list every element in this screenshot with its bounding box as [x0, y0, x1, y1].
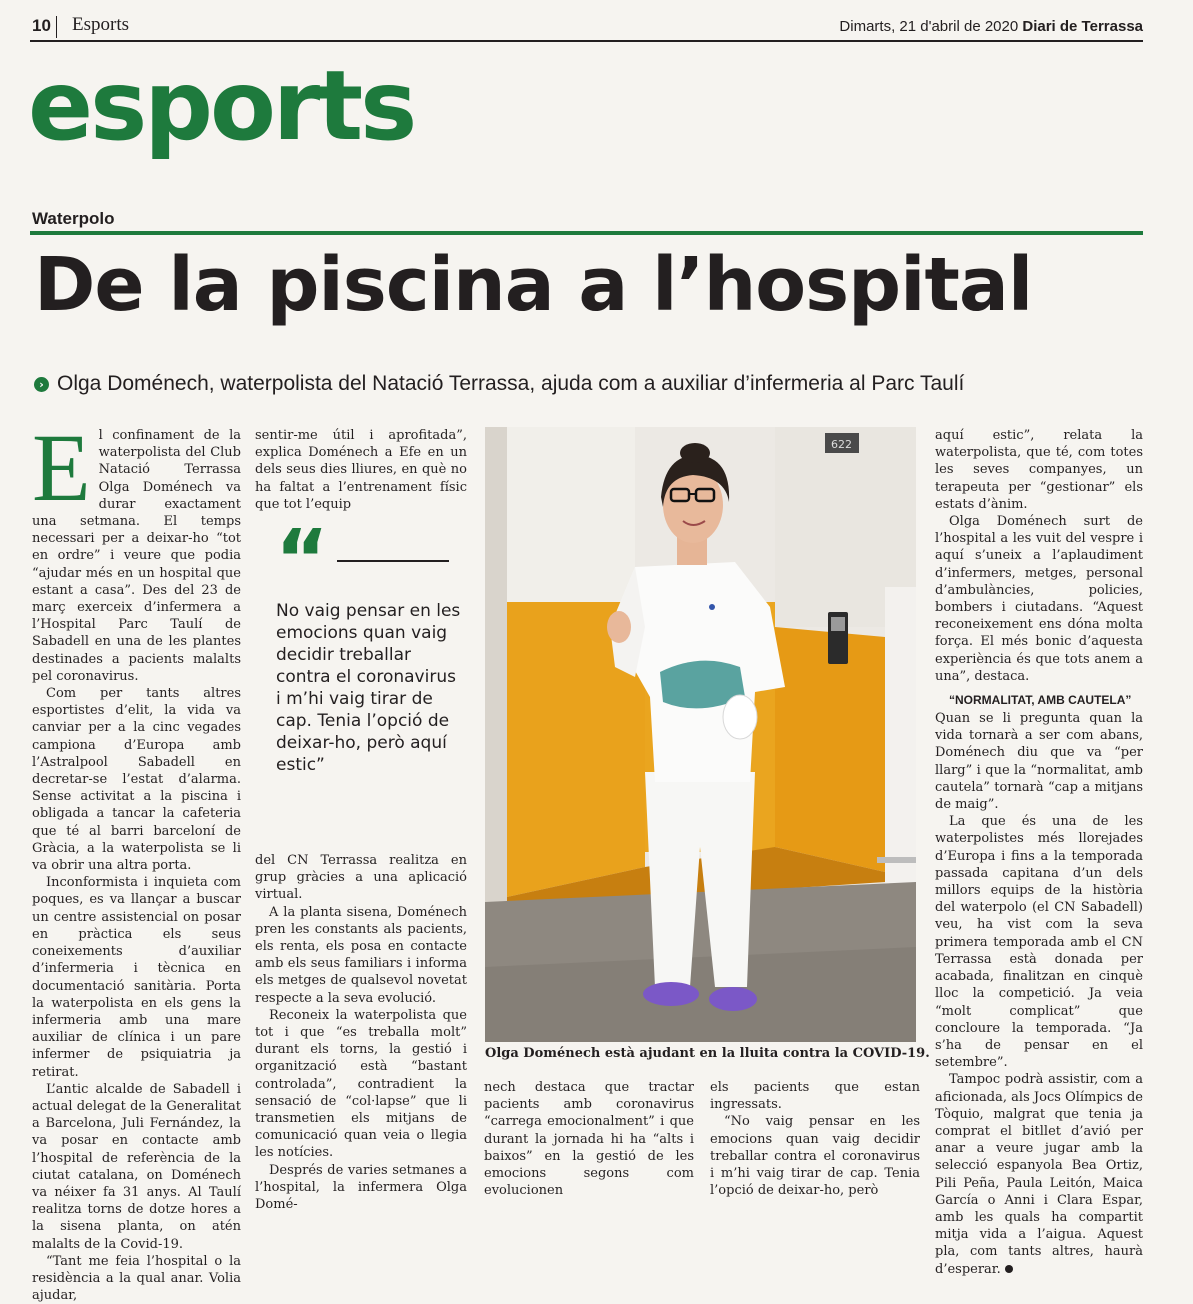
header-separator [56, 16, 57, 38]
body-column-2-top [255, 427, 467, 515]
kicker-rule [30, 231, 1143, 235]
subhead [34, 372, 964, 396]
subsection-heading: “NORMALITAT, AMB CAUTELA” [949, 693, 1132, 708]
section-title: esports [28, 50, 415, 162]
pull-quote-mark: “ [275, 513, 329, 608]
paragraph: “Tant me feia l’hospital o la residència a la qual anar. Volia ajudar, [32, 1253, 241, 1304]
paragraph: aquí estic”, relata la waterpolista, que té, com totes les seves companyes, un terapeuta per “gestionar” els estats d’ànim. [935, 428, 1143, 512]
paragraph: A la planta sisena, Doménech pren les constants als pacients, els renta, els posa en contacte amb els seus familiars i informa els metges de qualsevol novetat respecte a la seva evolució. [255, 904, 467, 1006]
paragraph: “No vaig pensar en les emocions quan vaig decidir treballar contra el coronavirus i m’hi vaig tirar de cap. Tenia l’opció de deixar-ho, però [710, 1114, 920, 1199]
paragraph: Després de varies setmanes a l’hospital, la infermera Olga Domé- [255, 1162, 467, 1213]
header-dateline [839, 18, 1143, 35]
paragraph: Olga Doménech surt de l’hospital a les vuit del vespre i aquí s’uneix a l’aplaudiment d’infermers, metges, personal d’ambulàncies, policies, bombers i ciutadans. “Aquest reconeixement ens dóna molta força. El més bonic d’aquesta experiència és que tots anem a una”, destaca. [935, 514, 1143, 684]
body-column-3-bottom [484, 1079, 694, 1199]
paragraph-text: Tampoc podrà assistir, com a aficionada, als Jocs Olímpics de Tòquio, malgrat que tenia ja comprat el bitllet d’avió per anar a veure jugar amb la selecció espanyola Bea Ortiz, Pili Peña, Paula Leitón, Maica García o Anni i Clara Espar, amb les quals ha compartit mitja vida a l’aigua. Aquest pla, com tants altres, haurà d’esperar. [935, 1072, 1143, 1277]
subhead-text: Olga Doménech, waterpolista del Natació Terrassa, ajuda com a auxiliar d’infermeria al Parc Taulí [57, 372, 965, 395]
paragraph: Com per tants altres esportistes d’elit, la vida va canviar per a la cinc vegades campiona d’Europa amb l’Astralpool Sabadell en decretar-se l’estat d’alarma. Sense activitat a la piscina i obligada a tancar la cafeteria que té al barri barceloní de Gràcia, a la waterpolista se li va obrir una altra porta. [32, 686, 241, 874]
paragraph: del CN Terrassa realitza en grup gràcies a una aplicació virtual. [255, 853, 467, 903]
page-number: 10 [32, 16, 51, 35]
paragraph: Quan se li pregunta quan la vida tornarà a ser com abans, Doménech diu que va “per llarg” i que la “normalitat, amb cautela” tornarà “cap a mitjans de maig”. [935, 711, 1143, 813]
header-publication: Diari de Terrassa [1022, 18, 1143, 35]
paragraph: l confinament de la waterpolista del Club Natació Terrassa Olga Doménech va durar exactament una setmana. El temps necessari per a deixar-ho “tot en ordre” i veure que podia “ajudar més en un hospital que estant a casa”. Des del 23 de març exerceix d’infermera a l’Hospital Parc Taulí de Sabadell en una de les plantes destinades a pacients malalts pel coronavirus. [32, 428, 241, 684]
header-section: Esports [72, 14, 129, 35]
body-column-2-bottom [255, 852, 467, 1213]
drop-cap: E [32, 414, 91, 521]
end-mark-icon [1005, 1265, 1013, 1273]
paragraph-last [935, 1071, 1143, 1277]
body-column-1 [32, 414, 241, 1304]
photo-caption: Olga Doménech està ajudant en la lluita contra la COVID-19. [485, 1046, 930, 1061]
pull-quote-rule [337, 560, 449, 562]
body-column-5 [935, 427, 1143, 1277]
paragraph: Reconeix la waterpolista que tot i que “es treballa molt” durant els torns, la gestió i organització està “bastant controlada”, contradient la sensació de “col·lapse” que li transmetien els mitjans de comunicació quan veia o llegia les notícies. [255, 1007, 467, 1161]
article-photo [485, 427, 916, 1042]
body-column-4-bottom [710, 1079, 920, 1199]
headline: De la piscina a l’hospital [34, 242, 1033, 328]
kicker: Waterpolo [32, 209, 115, 228]
pull-quote-text: No vaig pensar en les emocions quan vaig decidir treballar contra el coronavirus i m’hi vaig tirar de cap. Tenia l’opció de deixar-ho, però aquí estic” [276, 601, 461, 775]
paragraph: els pacients que estan ingressats. [710, 1080, 920, 1113]
paragraph: L’antic alcalde de Sabadell i actual delegat de la Generalitat a Barcelona, Juli Fernández, la va posar en contacte amb l’hospital de referència de la ciutat catalana, on Doménech va néixer fa 31 anys. Al Taulí realitza torns de dotze hores a la sisena planta, on atén malalts de la Covid-19. [32, 1081, 241, 1252]
paragraph: sentir-me útil i aprofitada”, explica Doménech a Efe en un dels seus dies lliures, en què no ha faltat a l’entrenament físic que tot l’equip [255, 428, 467, 512]
chevron-right-icon: › [34, 377, 49, 392]
room-number: 622 [831, 438, 852, 451]
paragraph: nech destaca que tractar pacients amb coronavirus “carrega emocionalment” i que durant la jornada hi ha “alts i baixos” en la gestió de les emocions segons com evolucionen [484, 1080, 694, 1199]
header-date: Dimarts, 21 d'abril de 2020 [839, 18, 1019, 35]
header-rule [30, 40, 1143, 42]
paragraph: Inconformista i inquieta com poques, es va llançar a buscar un centre assistencial on posar en pràctica els seus coneixements d’auxiliar d’infermeria i tècnica en documentació sanitària. Porta la waterpolista en els gens la infermeria amb una mare auxiliar de clínica i un pare infermer de psiquiatria ja retirat. [32, 875, 241, 1080]
paragraph: La que és una de les waterpolistes més llorejades d’Europa i fins a la temporada passada capitana d’un dels millors equips de la història del waterpolo (el CN Sabadell) veu, ha vist com la seva primera temporada amb el CN Terrassa està donada per acabada, finalitzan en cinquè lloc la competició. Ja veia “molt complicat” que concloure la temporada. “Ja s’ha de pensar en el setembre”. [935, 814, 1143, 1071]
